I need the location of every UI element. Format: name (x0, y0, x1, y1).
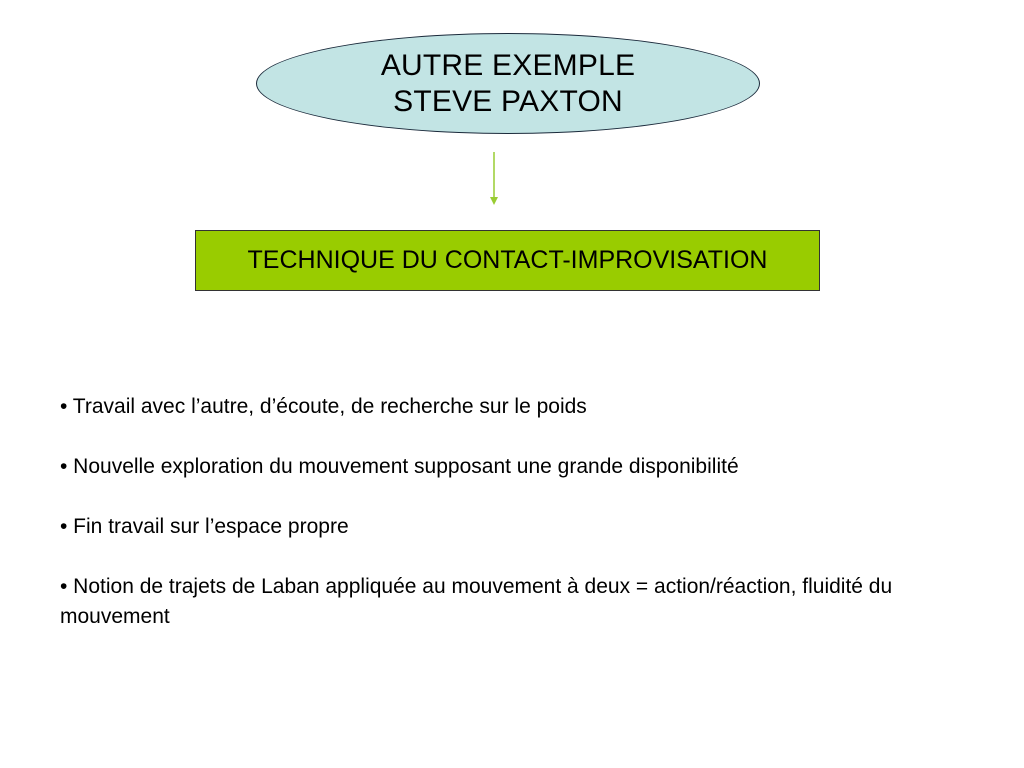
title-line-2: STEVE PAXTON (393, 84, 623, 118)
bullet-item: • Fin travail sur l’espace propre (60, 515, 349, 538)
technique-label: TECHNIQUE DU CONTACT-IMPROVISATION (247, 246, 768, 274)
title-line-1: AUTRE EXEMPLE (380, 48, 636, 82)
title-ellipse (256, 33, 760, 134)
bullet-item: • Notion de trajets de Laban appliquée au mouvement à deux = action/réaction, fluidité du mouvement (60, 575, 893, 628)
bullet-item: • Travail avec l’autre, d’écoute, de recherche sur le poids (60, 395, 587, 418)
bullet-list (60, 392, 980, 632)
bullet-item: • Nouvelle exploration du mouvement supposant une grande disponibilité (60, 455, 739, 478)
technique-box (195, 230, 820, 291)
down-arrow-icon (486, 152, 502, 206)
